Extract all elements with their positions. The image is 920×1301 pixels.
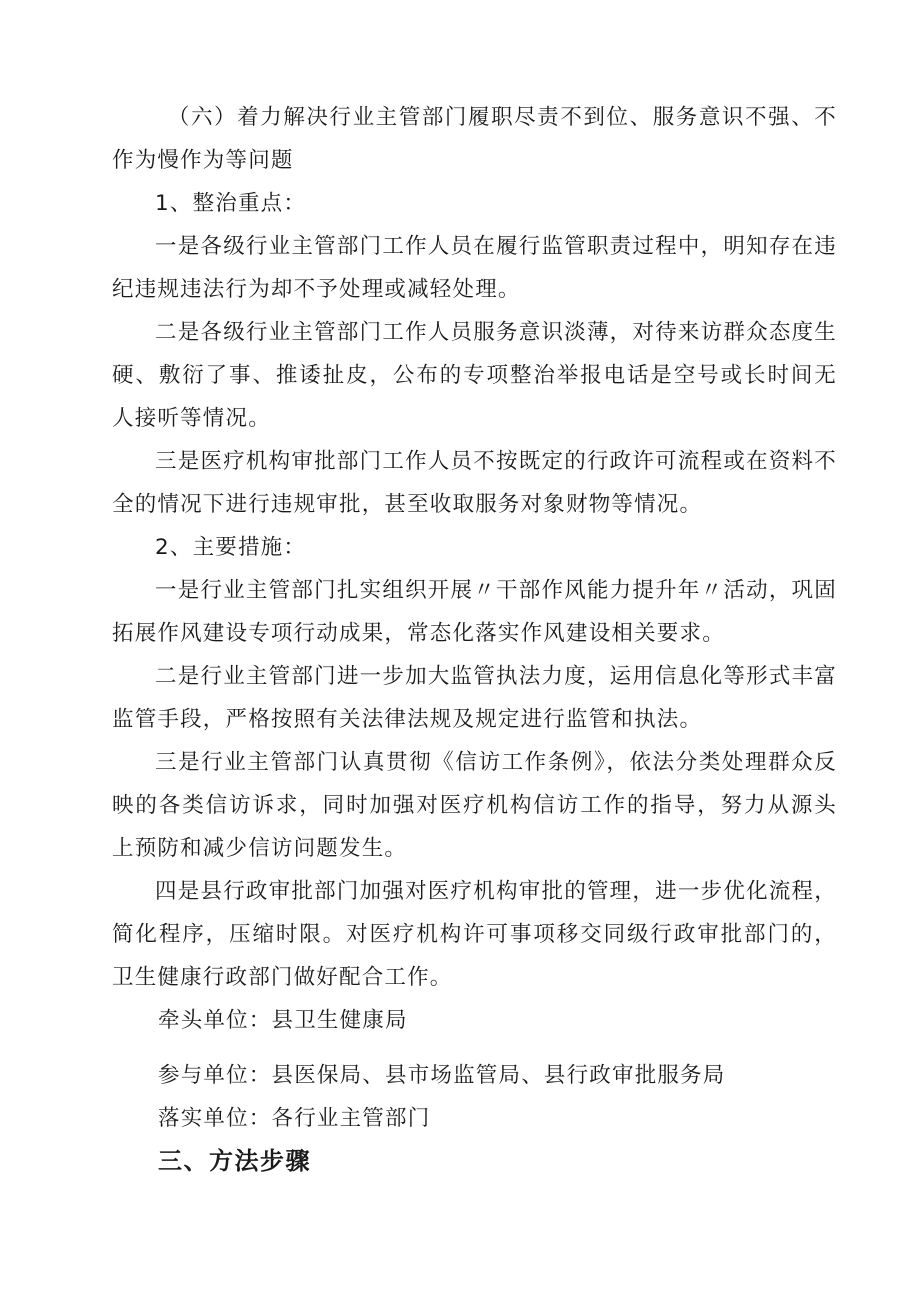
next-section-title: 三、方法步骤 xyxy=(158,1147,311,1175)
focus-item-1: 一是各级行业主管部门工作人员在履行监管职责过程中，明知存在违纪违规违法行为却不予处理或减轻处理。 xyxy=(112,234,837,302)
implementing-units: 落实单位：各行业主管部门 xyxy=(158,1106,431,1131)
measure-item-2: 二是行业主管部门进一步加大监管执法力度，运用信息化等形式丰富监管手段，严格按照有关法律法规及规定进行监管和执法。 xyxy=(112,664,837,732)
measures-label: 2、主要措施： xyxy=(155,535,307,560)
measure-item-1: 一是行业主管部门扎实组织开展〃干部作风能力提升年〃活动，巩固拓展作风建设专项行动成果，常态化落实作风建设相关要求。 xyxy=(112,578,837,646)
document-body xyxy=(112,96,837,1183)
measure-item-3: 三是行业主管部门认真贯彻《信访工作条例》，依法分类处理群众反映的各类信访诉求，同时加强对医疗机构信访工作的指导，努力从源头上预防和减少信访问题发生。 xyxy=(112,750,837,861)
focus-item-3: 三是医疗机构审批部门工作人员不按既定的行政许可流程或在资料不全的情况下进行违规审批，甚至收取服务对象财物等情况。 xyxy=(112,449,837,517)
section-heading-6: （六）着力解决行业主管部门履职尽责不到位、服务意识不强、不作为慢作为等问题 xyxy=(112,105,837,173)
lead-unit: 牵头单位：县卫生健康局 xyxy=(158,1008,408,1033)
measure-item-4: 四是县行政审批部门加强对医疗机构审批的管理，进一步优化流程，简化程序，压缩时限。对医疗机构许可事项移交同级行政审批部门的，卫生健康行政部门做好配合工作。 xyxy=(112,879,837,990)
focus-item-2: 二是各级行业主管部门工作人员服务意识淡薄，对待来访群众态度生硬、敷衍了事、推诿扯皮，公布的专项整治举报电话是空号或长时间无人接听等情况。 xyxy=(112,320,837,431)
participating-units: 参与单位：县医保局、县市场监管局、县行政审批服务局 xyxy=(158,1063,726,1088)
focus-label: 1、整治重点： xyxy=(155,191,307,216)
